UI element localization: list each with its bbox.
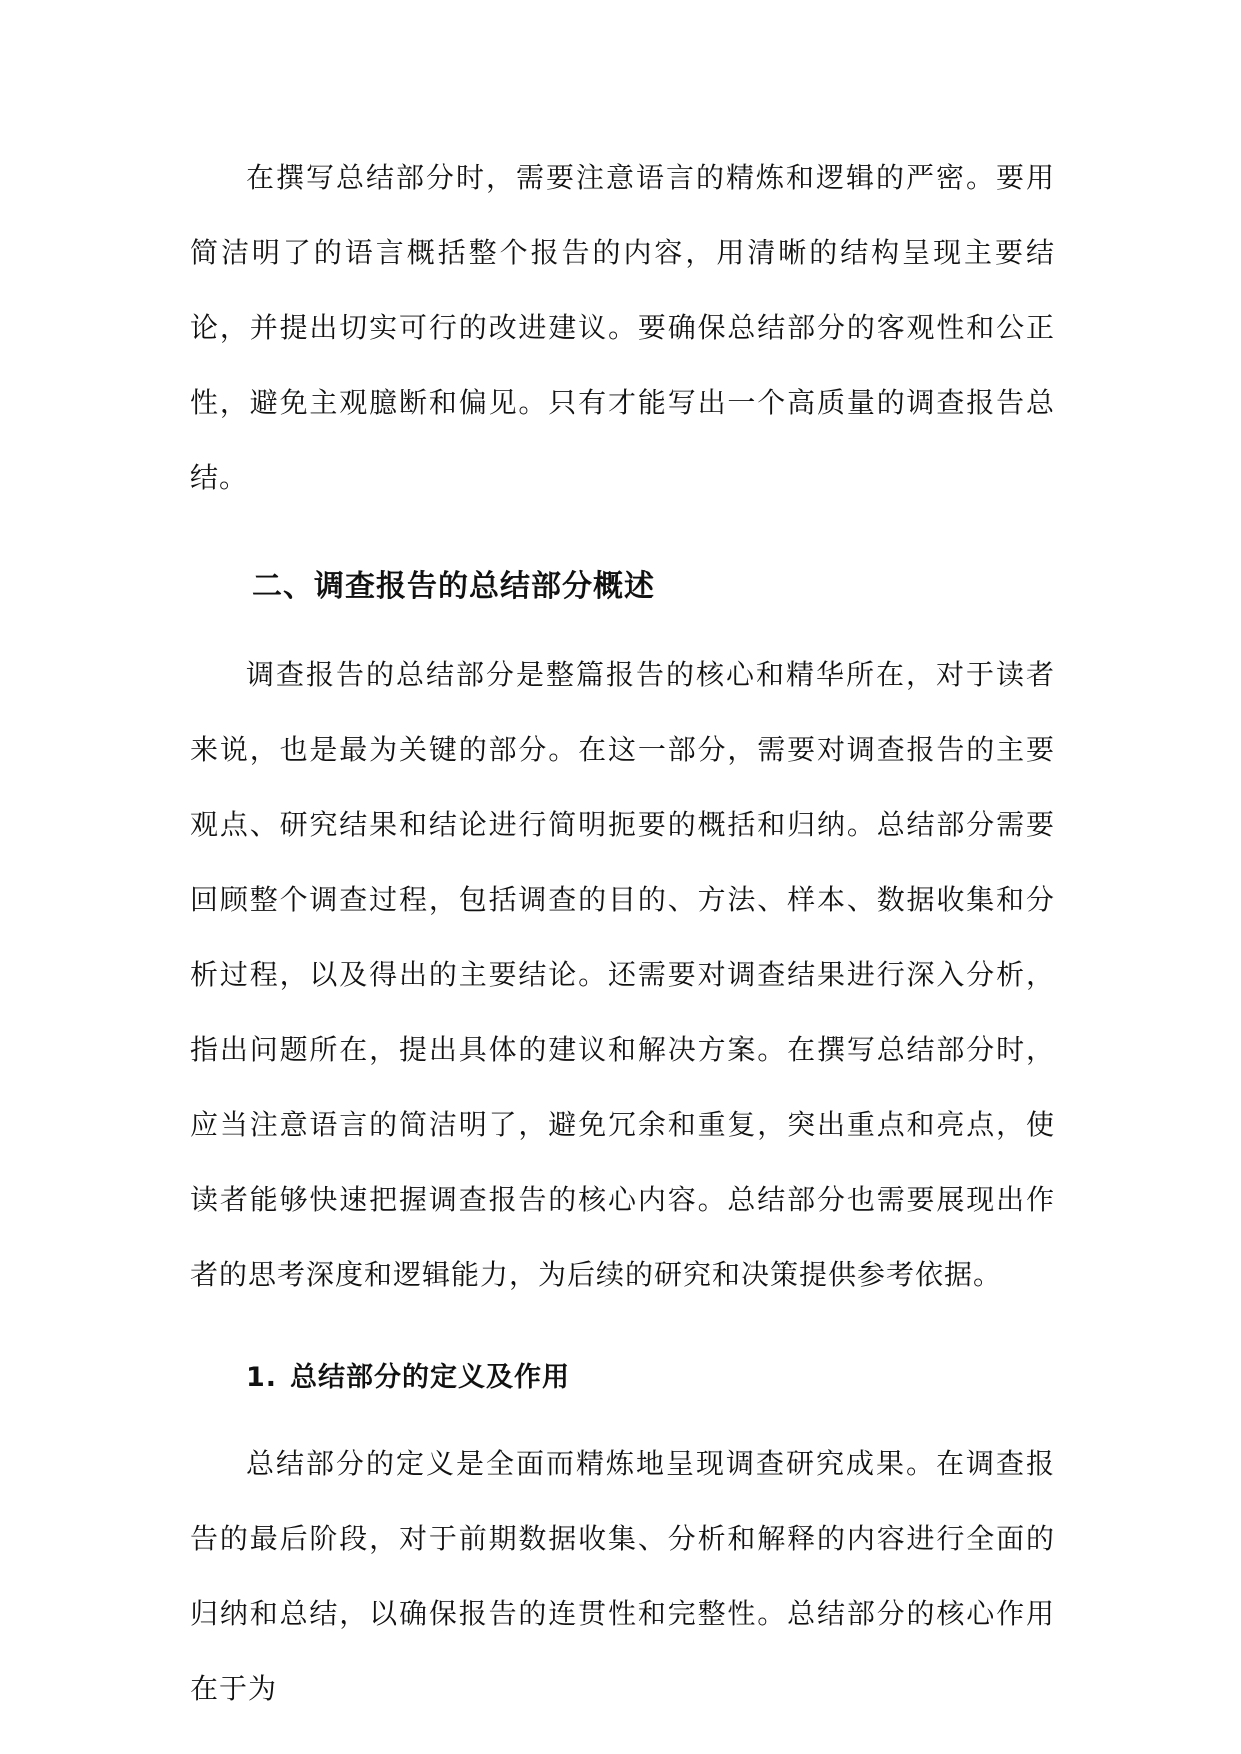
subsection-number: 1. bbox=[246, 1362, 278, 1393]
paragraph-definition: 总结部分的定义是全面而精炼地呈现调查研究成果。在调查报告的最后阶段，对于前期数据收集、分析和解释的内容进行全面的归纳和总结，以确保报告的连贯性和完整性。总结部分的核心作用在于为 bbox=[190, 1447, 1055, 1705]
paragraph-writing-summary: 在撰写总结部分时，需要注意语言的精炼和逻辑的严密。要用简洁明了的语言概括整个报告的内容，用清晰的结构呈现主要结论，并提出切实可行的改进建议。要确保总结部分的客观性和公正性，避免主观臆断和偏见。只有才能写出一个高质量的调查报告总结。 bbox=[190, 161, 1055, 494]
section-heading-overview: 二、调查报告的总结部分概述 bbox=[252, 569, 655, 604]
document-page bbox=[190, 140, 1055, 1726]
subsection-title: 总结部分的定义及作用 bbox=[290, 1362, 570, 1393]
paragraph-overview: 调查报告的总结部分是整篇报告的核心和精华所在，对于读者来说，也是最为关键的部分。在这一部分，需要对调查报告的主要观点、研究结果和结论进行简明扼要的概括和归纳。总结部分需要回顾整个调查过程，包括调查的目的、方法、样本、数据收集和分析过程，以及得出的主要结论。还需要对调查结果进行深入分析，指出问题所在，提出具体的建议和解决方案。在撰写总结部分时，应当注意语言的简洁明了，避免冗余和重复，突出重点和亮点，使读者能够快速把握调查报告的核心内容。总结部分也需要展现出作者的思考深度和逻辑能力，为后续的研究和决策提供参考依据。 bbox=[190, 658, 1055, 1291]
subsection-heading-definition bbox=[190, 1360, 1055, 1396]
